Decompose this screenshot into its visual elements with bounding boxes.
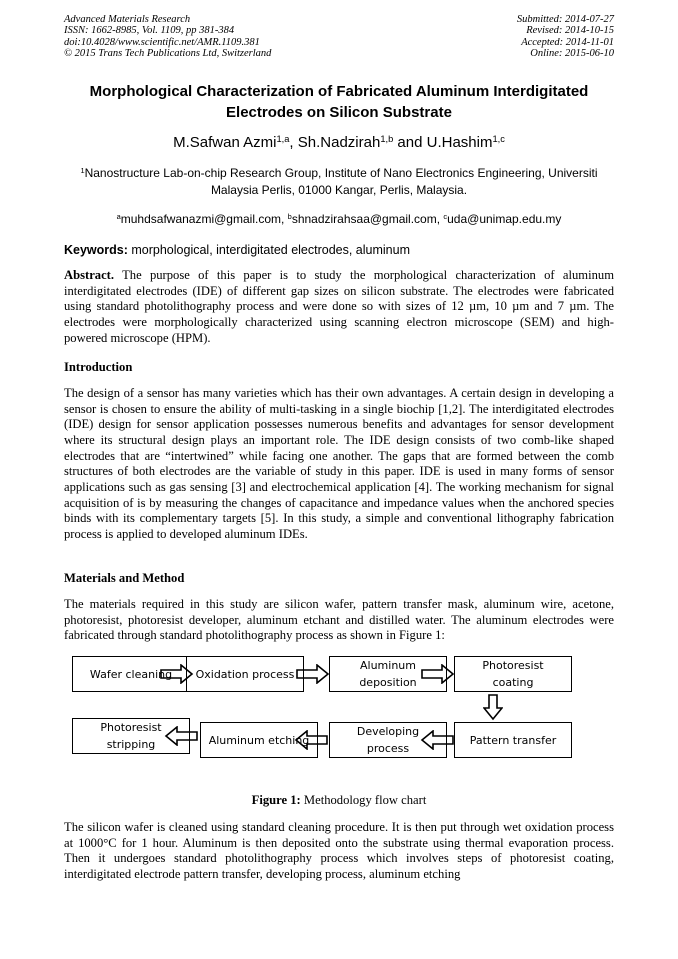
email-address[interactable]: shnadzirahsaa@gmail.com [291,212,437,226]
figure-label: Figure 1: [251,793,301,807]
flow-step-photoresist-stripping: Photoresist stripping [72,718,190,754]
abstract-text: The purpose of this paper is to study the morphological characterization of aluminum interdigitated electrodes (IDE) of different gap sizes on silicon substrate. The electrodes were fabricated using standard photolithography process and were done so with sizes of 12 µm, 10 µm and 7 µm. The electrodes were morphologically characterized using scanning electron microscope (SEM) and high-powered microscope (HPM). [64,268,614,345]
author-affil-mark: 1,b [380,134,394,145]
author-affil-mark: 1,c [492,134,505,145]
email-address[interactable]: uda@unimap.edu.my [447,212,562,226]
email-mark: c [443,212,448,222]
flow-step-wafer-cleaning: Wafer cleaning [72,656,190,692]
keywords [64,242,614,258]
arrow-left-icon [294,730,328,750]
affil-mark: 1 [80,166,85,176]
arrow-right-icon [160,664,194,684]
affil-line-1: Nanostructure Lab-on-chip Research Group, Institute of Nano Electronics Engineering, Universiti [84,166,598,180]
date-online: Online: 2015-06-10 [530,47,614,59]
flow-step-pattern-transfer: Pattern transfer [454,722,572,758]
author-list [40,133,638,152]
flow-step-aluminum-deposition: Aluminum deposition [329,656,447,692]
author-name: M.Safwan Azmi [173,134,277,151]
methods-continued-text: The silicon wafer is cleaned using standard cleaning procedure. It is then put through wet oxidation process at 1000°C for 1 hour. Aluminum is then deposited onto the substrate using thermal evaporation process. Then it undergoes standard photolithography process which involves steps of photoresist coating, interdigitated electrode pattern transfer, developing process, aluminum etching [64,820,614,881]
abstract [64,268,614,346]
keywords-text: morphological, interdigitated electrodes, aluminum [127,243,410,257]
arrow-right-icon [421,664,455,684]
journal-info [64,14,271,59]
date-accepted: Accepted: 2014-11-01 [521,36,614,48]
title-line-2: Electrodes on Silicon Substrate [226,104,452,121]
date-submitted: Submitted: 2014-07-27 [516,14,614,25]
publication-dates [517,14,614,59]
journal-copyright: © 2015 Trans Tech Publications Ltd, Switzerland [64,47,272,59]
journal-doi: doi:10.4028/www.scientific.net/AMR.1109.381 [64,36,260,48]
affiliation [64,165,614,198]
title-line-1: Morphological Characterization of Fabricated Aluminum Interdigitated [89,83,589,100]
flow-step-photoresist-coating: Photoresist coating [454,656,572,692]
abstract-label: Abstract. [64,268,115,282]
email-separator: , [281,212,288,226]
arrow-left-icon [420,730,454,750]
author-name: Sh.Nadzirah [297,134,381,151]
introduction-text: The design of a sensor has many varieties which has their own advantages. A certain design in developing a sensor is chosen to ensure the ability of multi-tasking in a single biochip [1,2]. The interdigitated electrodes (IDE) design for sensor application possesses numerous benefits and advantages for sensor development where its structural design plays an important role. The IDE design consists of two comb-like shaped electrodes that are “intertwined” while facing one another. The gaps that are formed between the comb structures of both electrodes are the variable of study in this paper. IDE is used in many forms of sensor applications such as gas sensing [3] and electrochemical application [4]. The working mechanism for signal acquisition of is by measuring the changes of capacitance and impedance values when the anchored species binds with its complementary targets [5]. In this study, a simple and conventional lithography fabrication process is applied to developed aluminum IDEs. [64,386,614,541]
author-separator: , [289,134,298,151]
methods-heading: Materials and Method [64,571,185,585]
author-affil-mark: 1,a [276,134,290,145]
author-separator: and [393,134,427,151]
email-separator: , [436,212,444,226]
introduction-heading: Introduction [64,360,133,374]
journal-name: Advanced Materials Research [64,14,191,25]
arrow-left-icon [164,726,198,746]
arrow-right-icon [296,664,330,684]
flow-step-developing: Developing process [329,722,447,758]
paper-title [40,81,638,123]
email-mark: a [116,212,121,222]
email-mark: b [287,212,292,222]
arrow-down-icon [483,694,503,721]
affil-line-2: Malaysia Perlis, 01000 Kangar, Perlis, Malaysia. [210,182,468,197]
author-name: U.Hashim [426,134,493,151]
date-revised: Revised: 2014-10-15 [526,25,614,37]
email-list [40,211,638,227]
flow-step-aluminum-etching: Aluminum etching [200,722,318,758]
journal-issn: ISSN: 1662-8985, Vol. 1109, pp 381-384 [64,25,235,37]
keywords-label: Keywords: [64,243,128,257]
email-address[interactable]: muhdsafwanazmi@gmail.com [120,212,281,226]
methods-text: The materials required in this study are silicon wafer, pattern transfer mask, aluminum wire, acetone, photoresist, photoresist developer, aluminum etchant and distilled water. The aluminum electrodes were fabricated through standard photolithography process as shown in Figure 1: [64,597,614,643]
figure-caption [64,793,614,808]
flow-step-oxidation: Oxidation process [186,656,304,692]
figure-caption-text: Methodology flow chart [300,793,427,807]
